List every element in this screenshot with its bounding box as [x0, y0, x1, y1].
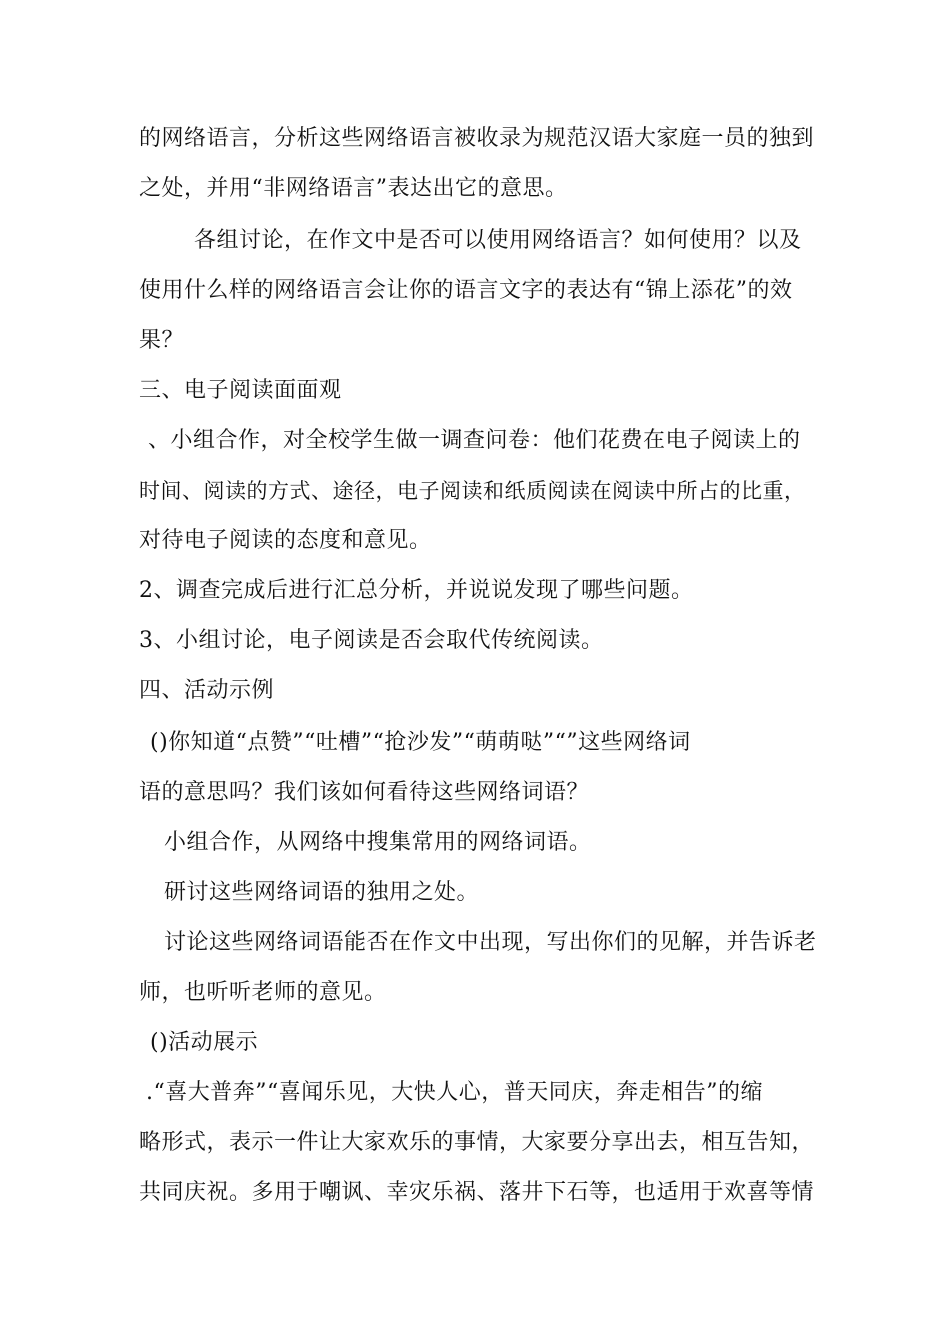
paragraph-line: 讨论这些网络词语能否在作文中出现，写出你们的见解，并告诉老	[164, 930, 817, 955]
paragraph-line: 的网络语言，分析这些网络语言被收录为规范汉语大家庭一员的独到	[139, 126, 815, 151]
paragraph-line: 语的意思吗？我们该如何看待这些网络词语？	[139, 780, 590, 805]
subsection-heading: ()活动展示	[150, 1030, 259, 1055]
paragraph-line: 、小组合作，对全校学生做一调查问卷：他们花费在电子阅读上的	[148, 428, 801, 453]
paragraph-line: 研讨这些网络词语的独用之处。	[164, 880, 480, 905]
paragraph-line: 2、调查完成后进行汇总分析，并说说发现了哪些问题。	[139, 578, 694, 603]
paragraph-line: 共同庆祝。多用于嘲讽、幸灾乐祸、落井下石等，也适用于欢喜等情	[139, 1180, 815, 1205]
paragraph-line: 小组合作，从网络中搜集常用的网络词语。	[164, 830, 592, 855]
paragraph-line: 各组讨论，在作文中是否可以使用网络语言？如何使用？以及	[194, 228, 802, 253]
paragraph-line: .“喜大普奔”“喜闻乐见，大快人心，普天同庆，奔走相告”的缩	[146, 1080, 763, 1105]
paragraph-line: 3、小组讨论，电子阅读是否会取代传统阅读。	[139, 628, 604, 653]
section-heading: 三、电子阅读面面观	[139, 378, 342, 403]
paragraph-line: 使用什么样的网络语言会让你的语言文字的表达有“锦上添花”的效	[139, 278, 793, 303]
paragraph-line: 时间、阅读的方式、途径，电子阅读和纸质阅读在阅读中所占的比重，	[139, 479, 806, 503]
paragraph-line: 师，也听听老师的意见。	[139, 980, 387, 1005]
paragraph-line: 之处，并用“非网络语言”表达出它的意思。	[139, 176, 568, 201]
paragraph-line: 对待电子阅读的态度和意见。	[139, 528, 432, 553]
section-heading: 四、活动示例	[139, 678, 275, 703]
paragraph-line: 果？	[139, 328, 185, 353]
paragraph-line: ()你知道“点赞”“吐槽”“抢沙发”“萌萌哒”“”这些网络词	[150, 730, 691, 755]
paragraph-line: 略形式，表示一件让大家欢乐的事情，大家要分享出去，相互告知，	[139, 1130, 815, 1155]
